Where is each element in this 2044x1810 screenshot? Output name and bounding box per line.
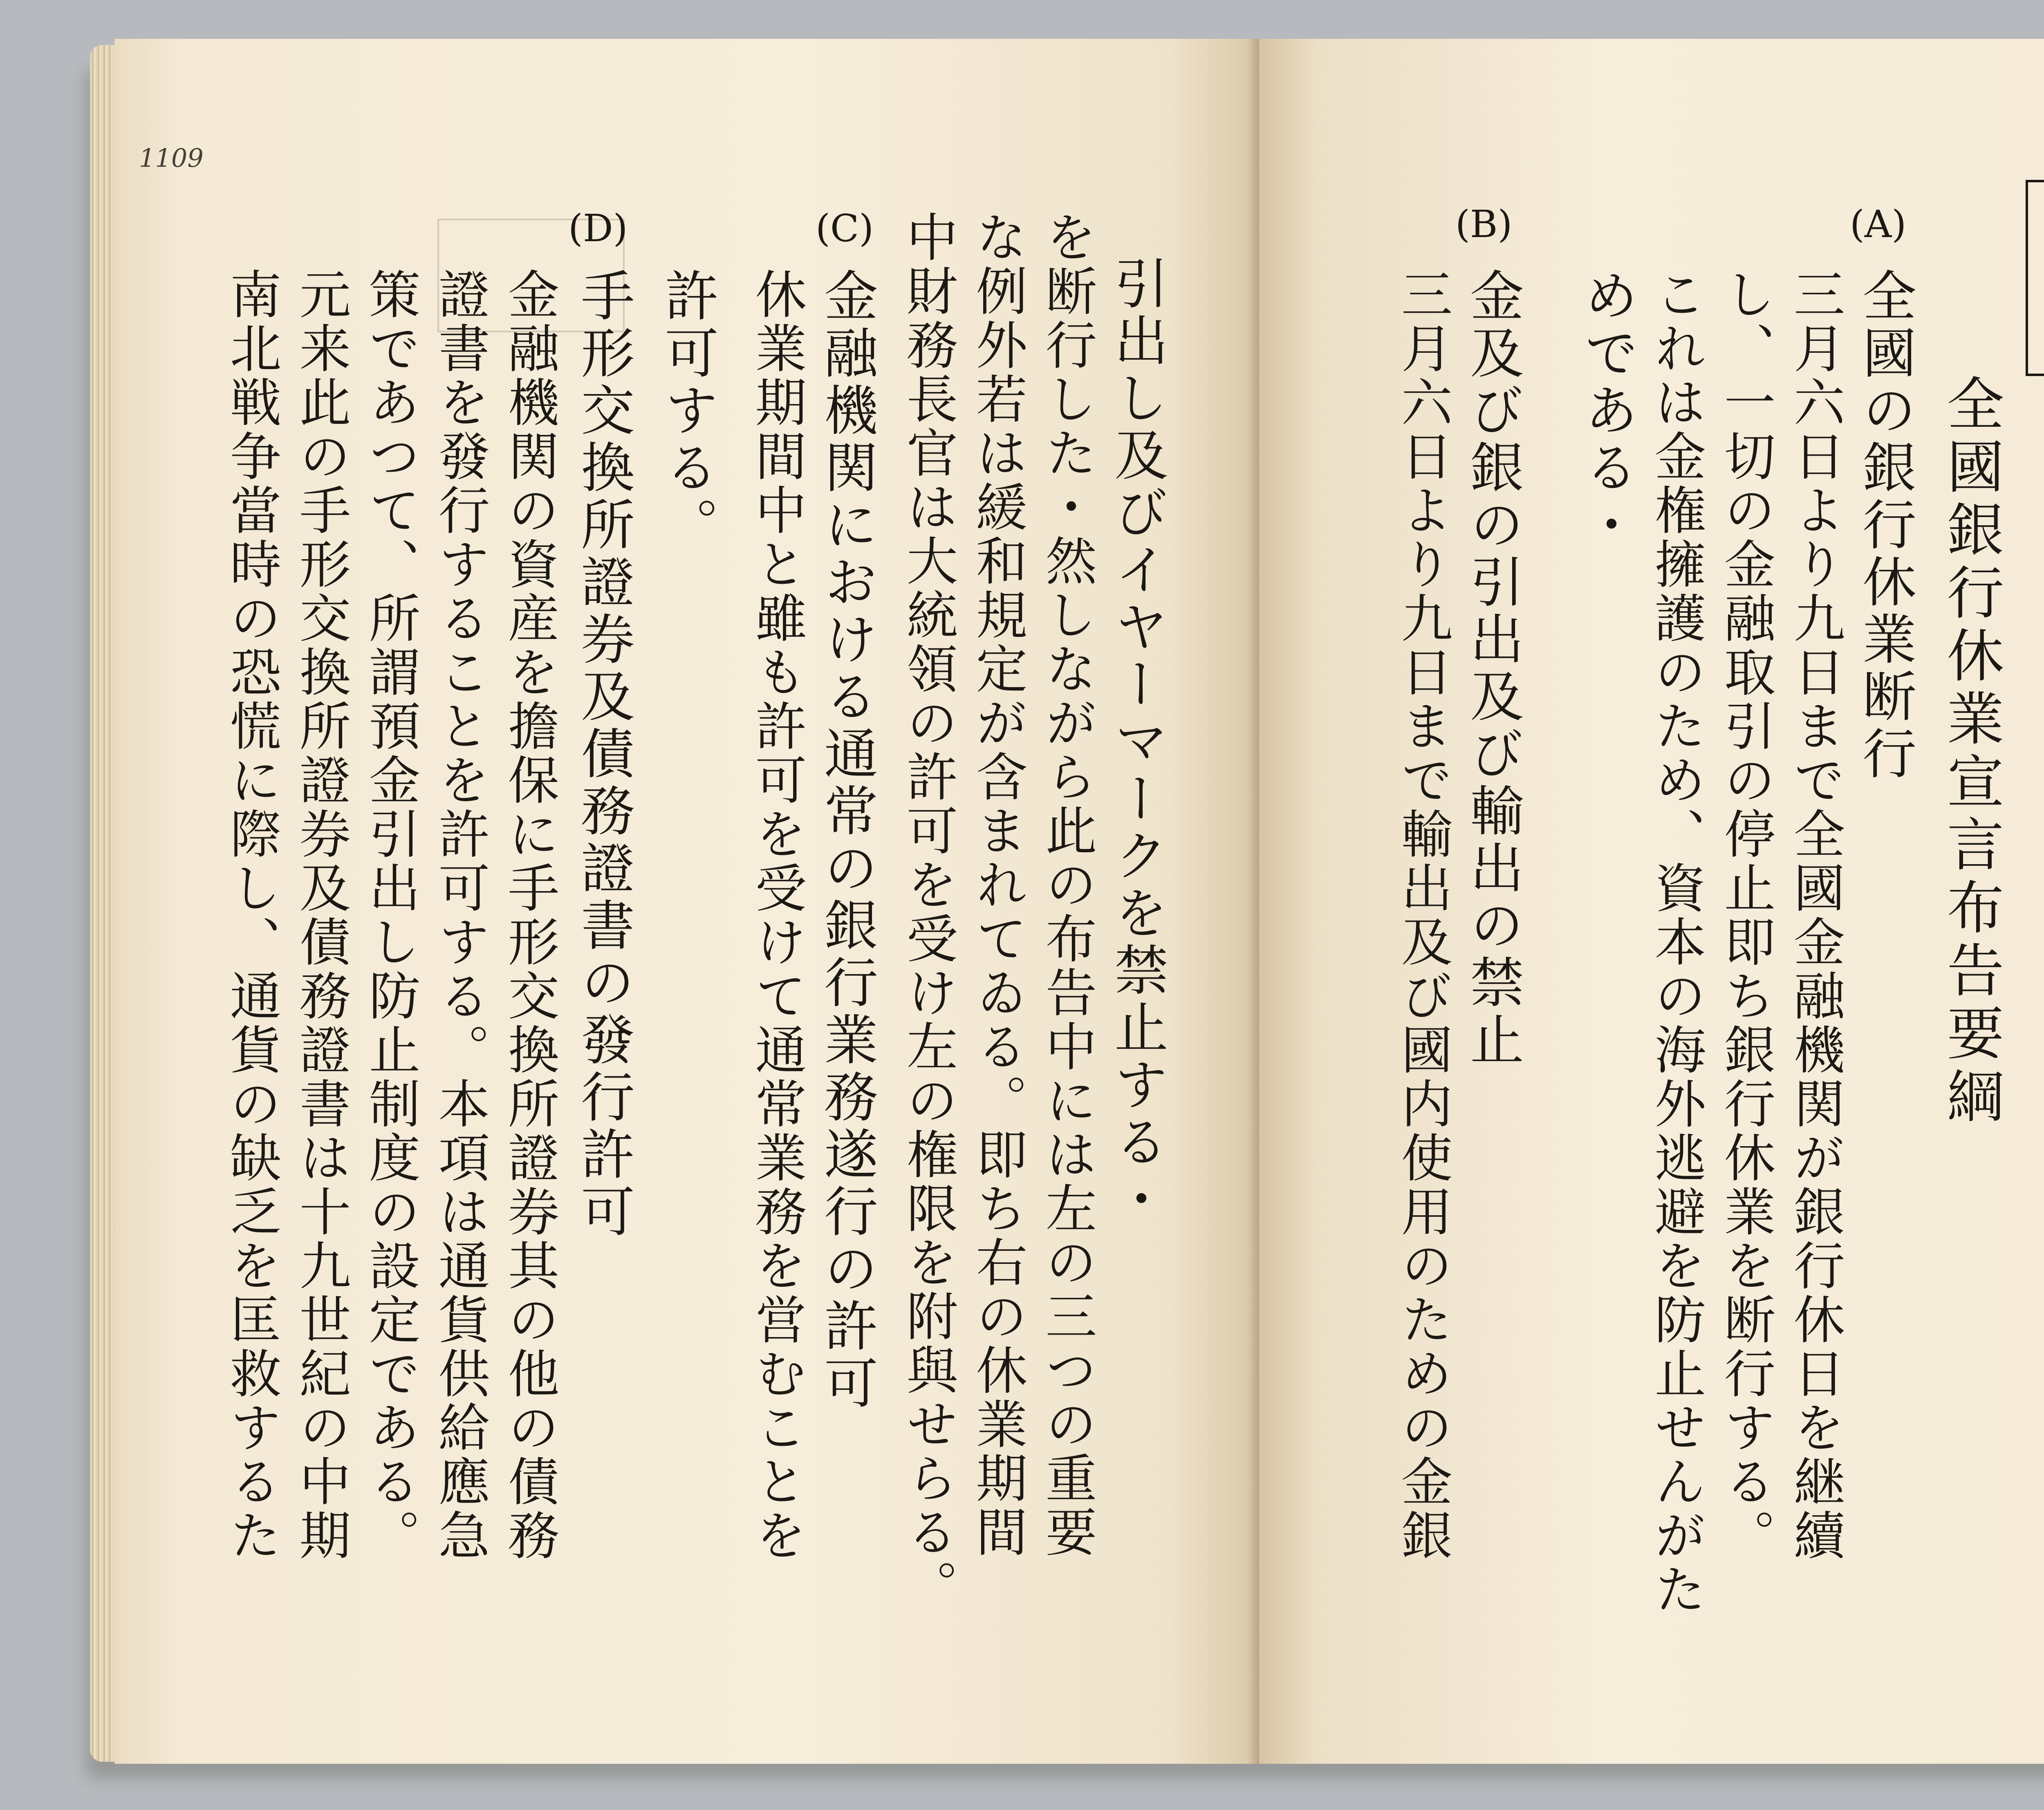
section-c-marker: (C) xyxy=(816,206,874,250)
section-a-line-3: これは金権擁護のため、資本の海外逃避を防止せんがた xyxy=(1646,268,1706,1617)
left-column-3: な例外若は緩和規定が含まれてゐる。即ち右の休業期間 xyxy=(968,211,1028,1559)
left-column-8: 許可する。 xyxy=(655,268,718,554)
left-column-1: 引出し及びイヤーマークを禁止する・ xyxy=(1105,255,1168,1228)
section-d-heading: 手形交換所證券及債務證書の發行許可 xyxy=(572,268,634,1241)
left-page-number: 1109 xyxy=(139,143,204,173)
left-column-7: 休業期間中と雖も許可を受けて通常業務を営むことを xyxy=(747,268,807,1563)
section-a-line-2: し、一切の金融取引の停止即ち銀行休業を断行する。 xyxy=(1716,268,1776,1563)
left-column-15: 南北戦争當時の恐慌に際し、通貨の缺乏を匡救するた xyxy=(222,268,282,1563)
index-label-box xyxy=(2026,180,2044,376)
left-column-4: 中財務長官は大統領の許可を受け左の権限を附與せらる。 xyxy=(898,211,958,1613)
left-column-13: 策であつて、所謂預金引出し防止制度の設定である。 xyxy=(361,268,421,1563)
section-b-line-1: 三月六日より九日まで輸出及び國内使用のための金銀 xyxy=(1393,268,1453,1563)
section-b-heading: 金及び銀の引出及び輸出の禁止 xyxy=(1461,268,1524,1069)
left-column-2: を断行した・然しながら此の布告中には左の三つの重要 xyxy=(1037,211,1097,1559)
left-column-12: 證書を發行することを許可する。本項は通貨供給應急 xyxy=(430,268,490,1563)
section-d-marker: (D) xyxy=(568,206,628,250)
section-c-heading: 金融機関における通常の銀行業務遂行の許可 xyxy=(815,268,878,1412)
section-a-marker: (A) xyxy=(1850,202,1907,246)
document-title: 全國銀行休業宣言布告要綱 xyxy=(1937,374,2004,1129)
section-a-line-1: 三月六日より九日まで全國金融機関が銀行休日を継續 xyxy=(1785,268,1845,1563)
right-page xyxy=(1259,39,2044,1764)
section-a-heading: 全國の銀行休業断行 xyxy=(1853,268,1916,783)
left-page xyxy=(114,39,1259,1764)
left-column-14: 元来此の手形交換所證券及債務證書は十九世紀の中期 xyxy=(291,268,351,1563)
section-b-marker: (B) xyxy=(1455,202,1513,246)
left-column-11: 金融機関の資産を擔保に手形交換所證券其の他の債務 xyxy=(500,268,560,1563)
section-a-line-4: めである・ xyxy=(1575,268,1638,554)
